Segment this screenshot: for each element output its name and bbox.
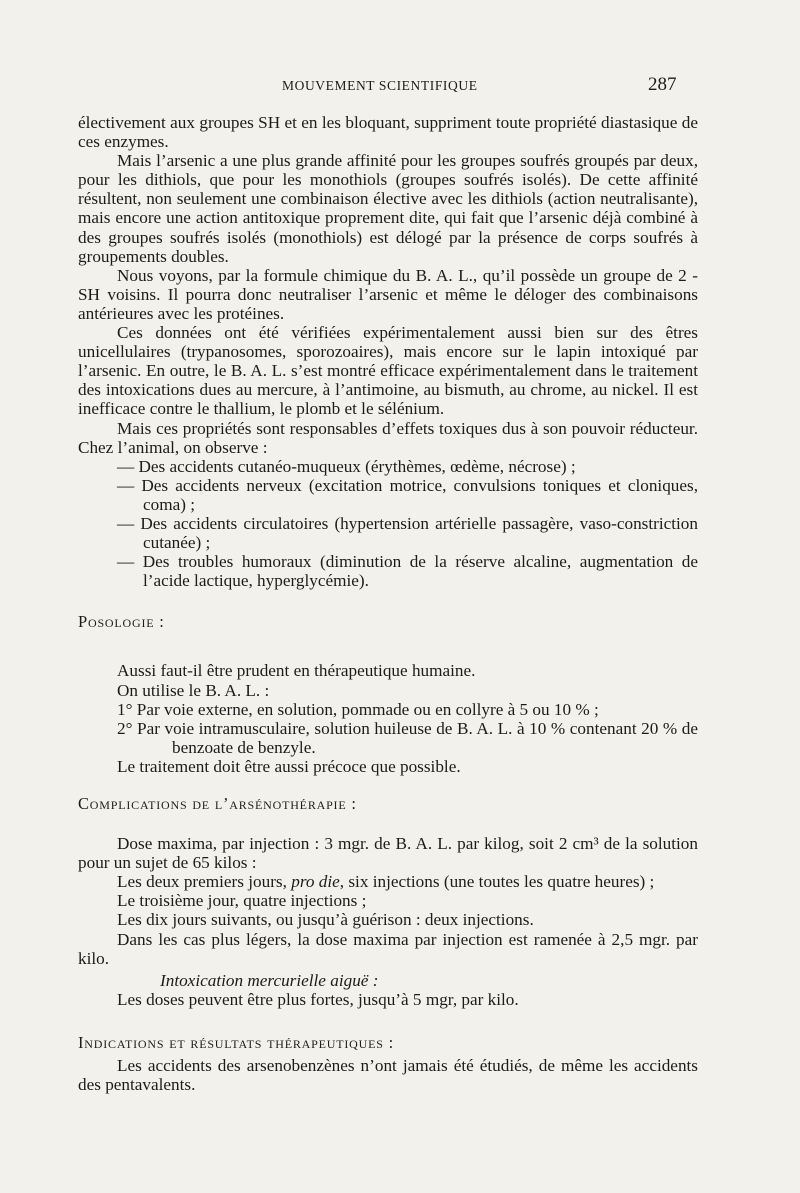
- section-heading-complications: Complications de l’arsénothérapie :: [78, 794, 357, 813]
- list-item: 2° Par voie intramusculaire, solution huileuse de B. A. L. à 10 % contenant 20 % de benzoate de benzyle.: [117, 718, 698, 757]
- list-item: — Des accidents circulatoires (hypertension artérielle passagère, vaso-constriction cutanée) ;: [117, 513, 698, 553]
- list-item: — Des troubles humoraux (diminution de la réserve alcaline, augmentation de l’acide lactique, hyperglycémie).: [117, 552, 698, 591]
- paragraph: [78, 872, 698, 891]
- body-text: [78, 113, 698, 1094]
- list-item: 1° Par voie externe, en solution, pommade ou en collyre à 5 ou 10 % ;: [117, 699, 599, 719]
- section-heading-posologie: Posologie :: [78, 612, 165, 632]
- paragraph: Les dix jours suivants, ou jusqu’à guérison : deux injections.: [117, 910, 534, 930]
- paragraph: Le traitement doit être aussi précoce que possible.: [117, 756, 461, 776]
- text-run: , six injections (une toutes les quatre heures) ;: [339, 872, 655, 892]
- text-run-italic: pro die: [291, 872, 340, 892]
- paragraph: Le troisième jour, quatre injections ;: [117, 891, 367, 911]
- paragraph: Dose maxima, par injection : 3 mgr. de B. A. L. par kilog, soit 2 cm³ de la solution pour un sujet de 65 kilos :: [78, 834, 698, 873]
- page-number: 287: [648, 74, 677, 95]
- section-heading-indications: Indications et résultats thérapeutiques :: [78, 1032, 394, 1052]
- list-item: — Des accidents nerveux (excitation motrice, convulsions toniques et cloniques, coma) ;: [117, 475, 698, 514]
- paragraph: Les doses peuvent être plus fortes, jusqu’à 5 mgr, par kilo.: [117, 989, 519, 1009]
- list-item: — Des accidents cutanéo-muqueux (érythèmes, œdème, nécrose) ;: [117, 456, 576, 476]
- paragraph: électivement aux groupes SH et en les bloquant, suppriment toute propriété diastasique de ces enzymes.: [78, 113, 698, 152]
- paragraph: Mais ces propriétés sont responsables d’effets toxiques dus à son pouvoir réducteur. Chez l’animal, on observe :: [78, 418, 698, 457]
- subheading-mercury: Intoxication mercurielle aiguë :: [160, 970, 379, 990]
- running-title: MOUVEMENT SCIENTIFIQUE: [282, 78, 478, 93]
- paragraph: Ces données ont été vérifiées expérimentalement aussi bien sur des êtres unicellulaires (trypanosomes, sporozoaires), mais encore sur le lapin intoxiqué par l’arsenic. En outre, le B. A. L. s’est montré efficace expérimentalement dans le traitement des intoxications dues au mercure, à l’antimoine, au bismuth, au chrome, au nickel. Il est inefficace contre le thallium, le plomb et le sélénium.: [78, 323, 698, 419]
- page-header: [0, 74, 800, 100]
- paragraph: On utilise le B. A. L. :: [117, 680, 270, 700]
- paragraph: Les accidents des arsenobenzènes n’ont jamais été étudiés, de même les accidents des pentavalents.: [78, 1056, 698, 1095]
- paragraph: Mais l’arsenic a une plus grande affinité pour les groupes soufrés groupés par deux, pour les dithiols, que pour les monothiols (groupes soufrés isolés). De cette affinité résultent, non seulement une combinaison élective avec les dithiols (action neutralisante), mais encore une action antitoxique proprement dite, qui fait que l’arsenic déjà combiné à des groupes soufrés isolés (monothiols) est délogé par la présence de corps soufrés à groupements doubles.: [78, 151, 698, 266]
- paragraph: Aussi faut-il être prudent en thérapeutique humaine.: [117, 661, 476, 681]
- text-run: Les deux premiers jours,: [117, 872, 292, 892]
- paragraph: Nous voyons, par la formule chimique du B. A. L., qu’il possède un groupe de 2 - SH voisins. Il pourra donc neutraliser l’arsenic et même le déloger des combinaisons antérieures avec les protéines.: [78, 265, 698, 323]
- paragraph: Dans les cas plus légers, la dose maxima par injection est ramenée à 2,5 mgr. par kilo.: [78, 929, 698, 968]
